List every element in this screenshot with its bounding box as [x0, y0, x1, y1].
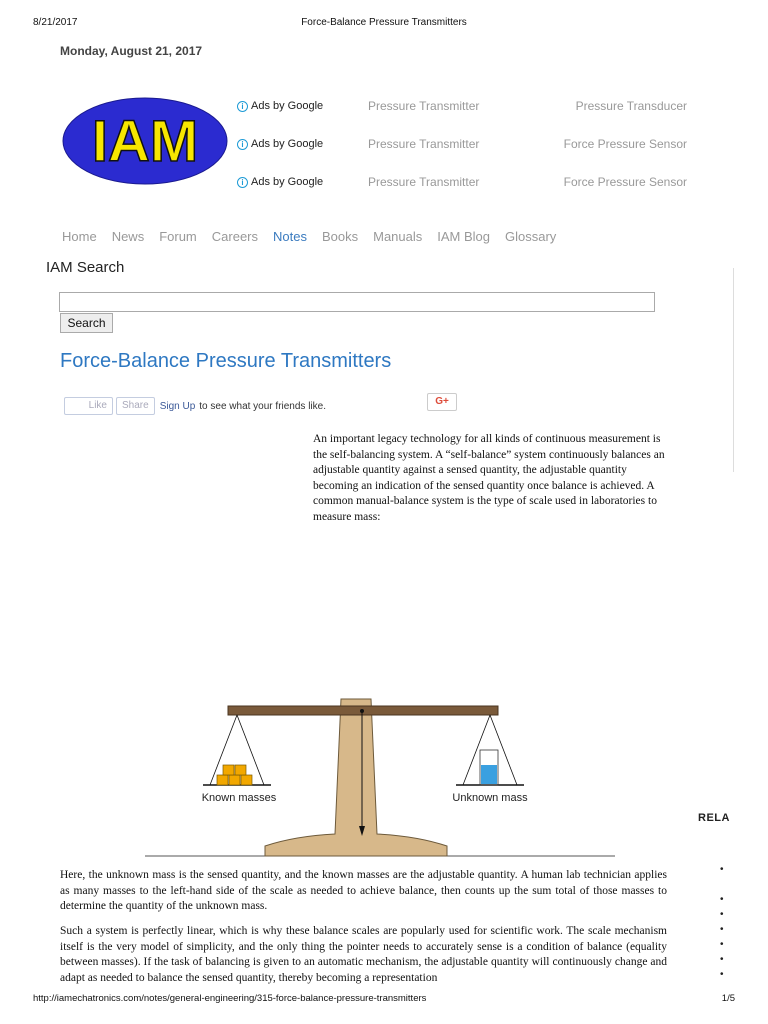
share-button[interactable]: Share [116, 397, 155, 415]
blog-date: Monday, August 21, 2017 [60, 44, 203, 58]
google-plus-button[interactable]: G+ [427, 393, 457, 411]
page-number: 1/5 [721, 993, 735, 1004]
intro-paragraph: An important legacy technology for all kinds of continuous measurement is the self-balancing system. A “self-balance” system continuously balances an adjustable quantity against a sensed quantity, the adjustable quantity becoming an indication of the sensed quantity once balance is achieved. A common manual-balance system is the type of scale used in laboratories to measure mass: [313, 433, 665, 523]
ad-link[interactable]: Pressure Transmitter [368, 175, 480, 189]
ads-label: Ads by Google [251, 138, 324, 150]
ad-link[interactable]: Pressure Transducer [575, 99, 687, 113]
ad-row [237, 137, 697, 153]
nav-home[interactable]: Home [62, 229, 97, 244]
adchoices[interactable] [237, 138, 323, 150]
friends-text: to see what your friends like. [199, 400, 326, 412]
ad-link[interactable]: Pressure Transmitter [368, 99, 480, 113]
list-item[interactable]: • [720, 894, 724, 905]
nav-news[interactable]: News [111, 229, 145, 244]
nav-books[interactable]: Books [321, 229, 359, 244]
sidebar-divider [733, 268, 734, 472]
ad-link[interactable]: Pressure Transmitter [368, 137, 480, 151]
balance-scale-figure [145, 690, 615, 860]
post-title: Force-Balance Pressure Transmitters [60, 350, 392, 372]
search-button[interactable]: Search [60, 313, 113, 333]
unknown-mass-label: Unknown mass [452, 792, 528, 804]
info-icon: i [237, 101, 248, 112]
nav-glossary[interactable]: Glossary [505, 229, 557, 244]
list-item[interactable]: • [720, 924, 724, 935]
ads-label: Ads by Google [251, 176, 324, 188]
mass-block [223, 765, 234, 775]
search-title: IAM Search [46, 259, 125, 276]
print-date: 8/21/2017 [33, 17, 78, 28]
footer-url: http://iamechatronics.com/notes/general-engineering/315-force-balance-pressure-transmitters [33, 993, 427, 1004]
nav-notes[interactable]: Notes [273, 229, 307, 244]
list-item[interactable]: • [720, 909, 724, 920]
list-item[interactable]: • [720, 954, 724, 965]
related-heading: RELA [698, 812, 730, 824]
mass-block [217, 775, 228, 785]
nav-iam-blog[interactable]: IAM Blog [437, 229, 491, 244]
print-title: Force-Balance Pressure Transmitters [301, 17, 467, 28]
like-button[interactable]: Like [64, 397, 113, 415]
nav-careers[interactable]: Careers [211, 229, 259, 244]
ad-link[interactable]: Force Pressure Sensor [563, 137, 687, 151]
iam-logo[interactable] [62, 97, 228, 185]
list-item[interactable]: • [720, 939, 724, 950]
nav-manuals[interactable]: Manuals [373, 229, 423, 244]
signup-link[interactable]: Sign Up [159, 400, 196, 412]
info-icon: i [237, 139, 248, 150]
mass-block [241, 775, 252, 785]
related-list [720, 862, 724, 982]
nav-forum[interactable]: Forum [159, 229, 197, 244]
beaker-liquid [481, 765, 497, 784]
adchoices[interactable] [237, 100, 323, 112]
ad-row [237, 99, 697, 115]
main-nav [62, 229, 571, 244]
facebook-like-bar [64, 397, 326, 415]
logo-text: IAM [91, 109, 199, 174]
mass-block [229, 775, 240, 785]
body-paragraph: Here, the unknown mass is the sensed quantity, and the known masses are the adjustable quantity. A human lab technician applies as many masses to the left-hand side of the scale as needed to achieve balance, then counts up the sum total of those masses to determine the quantity of the unknown mass. [60, 869, 667, 912]
body-paragraph: Such a system is perfectly linear, which is why these balance scales are popularly used for scientific work. The scale mechanism itself is the very model of simplicity, and the only thing the pointer needs to accurately sense is a condition of balance (equality between masses). If the task of balancing is given to an automatic mechanism, the adjustable quantity will continuously change and adapt as needed to balance the sensed quantity, thereby becoming a representation [60, 925, 667, 984]
adchoices[interactable] [237, 176, 323, 188]
ad-row [237, 175, 697, 191]
list-item[interactable]: • [720, 969, 724, 980]
ad-link[interactable]: Force Pressure Sensor [563, 175, 687, 189]
info-icon: i [237, 177, 248, 188]
ads-label: Ads by Google [251, 100, 324, 112]
list-item[interactable]: • [720, 864, 724, 875]
list-item[interactable] [720, 877, 724, 892]
scale-stand [265, 699, 447, 856]
known-masses-label: Known masses [201, 792, 277, 804]
mass-block [235, 765, 246, 775]
search-input[interactable] [59, 292, 655, 312]
